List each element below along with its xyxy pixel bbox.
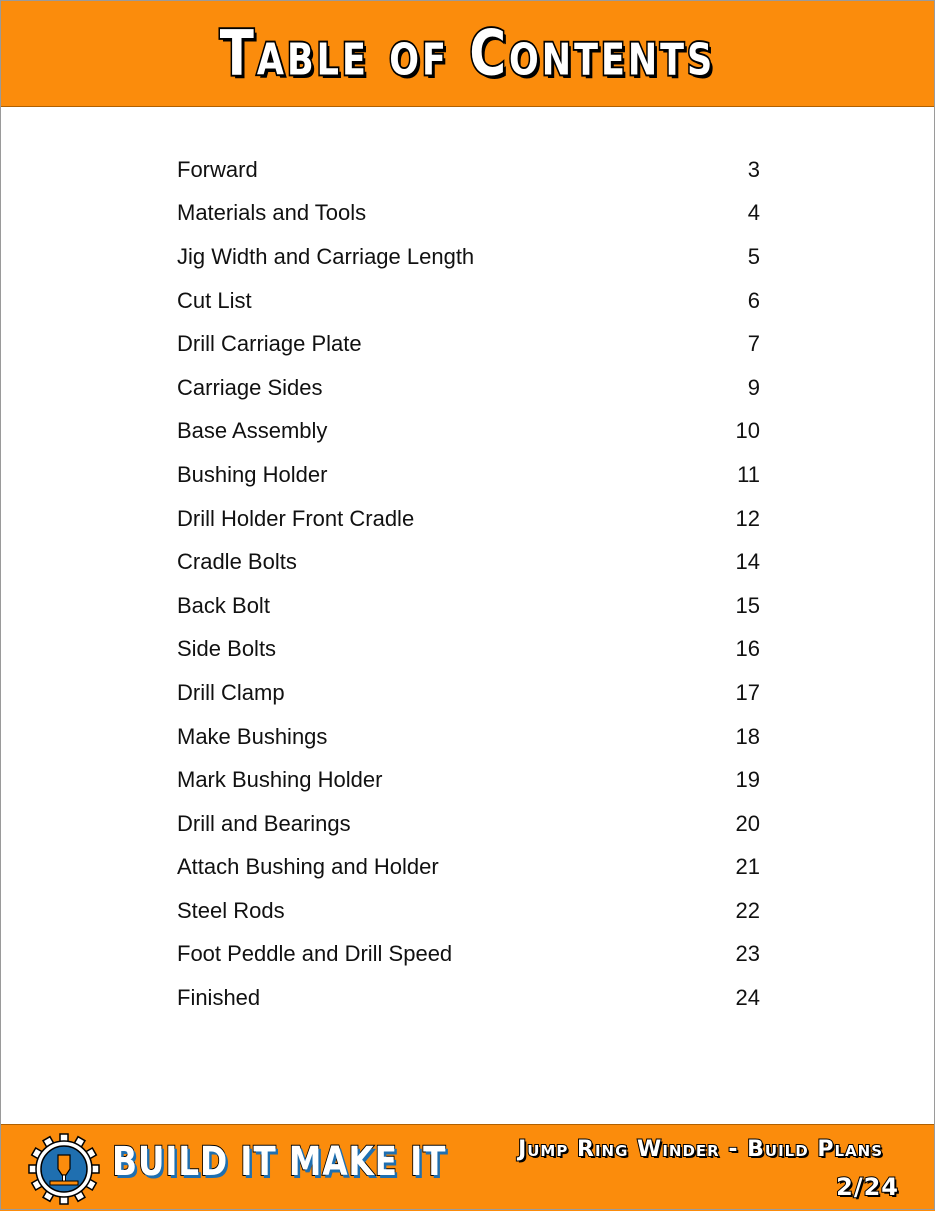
toc-entry-page: 10 (735, 418, 760, 444)
document-title: Jump Ring Winder - Build Plans (518, 1137, 883, 1162)
toc-entry-label: Cut List (177, 287, 252, 313)
toc-entry (177, 279, 760, 323)
toc-entry (177, 410, 760, 454)
toc-entry-page: 15 (735, 592, 760, 618)
toc-entry-page: 17 (735, 679, 760, 705)
toc-entry (177, 846, 760, 890)
toc-entry-page: 9 (747, 374, 760, 400)
toc-entry (177, 976, 760, 1020)
page-footer (0, 1124, 935, 1211)
toc-entry-page: 11 (737, 461, 760, 487)
toc-entry-page: 19 (735, 767, 760, 793)
toc-entry (177, 889, 760, 933)
page-header (0, 0, 935, 107)
toc-entry-label: Drill Holder Front Cradle (177, 505, 415, 531)
toc-entry-label: Make Bushings (177, 723, 328, 749)
toc-entry (177, 148, 760, 192)
toc-entry-page: 7 (747, 331, 760, 357)
toc-entry (177, 366, 760, 410)
gear-logo-icon (28, 1133, 100, 1205)
toc-entry-page: 23 (735, 941, 760, 967)
toc-entry-page: 12 (735, 505, 760, 531)
toc-entry-label: Side Bolts (177, 636, 277, 662)
toc-entry-label: Drill and Bearings (177, 810, 351, 836)
toc-entry-page: 16 (735, 636, 760, 662)
toc-entry-label: Jig Width and Carriage Length (177, 243, 475, 269)
toc-entry (177, 802, 760, 846)
toc-entry-page: 21 (735, 854, 760, 880)
toc-entry (177, 933, 760, 977)
toc-entry-label: Foot Peddle and Drill Speed (177, 941, 453, 967)
toc-entry-label: Base Assembly (177, 418, 328, 444)
toc-entry-label: Cradle Bolts (177, 549, 297, 575)
toc-entry-page: 4 (747, 200, 760, 226)
toc-entry-label: Mark Bushing Holder (177, 767, 383, 793)
toc-entry-page: 14 (735, 549, 760, 575)
toc-entry (177, 584, 760, 628)
toc-entry-label: Steel Rods (177, 897, 285, 923)
toc-entry-page: 18 (735, 723, 760, 749)
toc-entry (177, 540, 760, 584)
toc-entry (177, 192, 760, 236)
toc-entry-page: 22 (735, 897, 760, 923)
toc-entry (177, 671, 760, 715)
toc-entry-label: Bushing Holder (177, 461, 328, 487)
toc-entry (177, 715, 760, 759)
page-title: Table of Contents (219, 16, 716, 90)
toc-entry-label: Forward (177, 156, 258, 182)
toc-entry-label: Drill Carriage Plate (177, 331, 362, 357)
toc-entry (177, 758, 760, 802)
toc-entry-label: Carriage Sides (177, 374, 323, 400)
toc-entry-label: Drill Clamp (177, 679, 285, 705)
toc-entry-label: Back Bolt (177, 592, 270, 618)
toc-entry-page: 5 (747, 243, 760, 269)
brand-name: BUILD IT MAKE IT (112, 1139, 447, 1185)
toc-entry-page: 3 (747, 156, 760, 182)
toc-entry (177, 453, 760, 497)
page-number: 2/24 (836, 1173, 899, 1201)
toc-entry (177, 497, 760, 541)
toc-entry-label: Finished (177, 985, 261, 1011)
toc-entry (177, 322, 760, 366)
table-of-contents (177, 148, 760, 1020)
toc-entry-page: 6 (747, 287, 760, 313)
toc-entry-page: 24 (735, 985, 760, 1011)
toc-entry-label: Attach Bushing and Holder (177, 854, 439, 880)
toc-entry (177, 235, 760, 279)
toc-entry-label: Materials and Tools (177, 200, 367, 226)
toc-entry-page: 20 (735, 810, 760, 836)
toc-entry (177, 628, 760, 672)
